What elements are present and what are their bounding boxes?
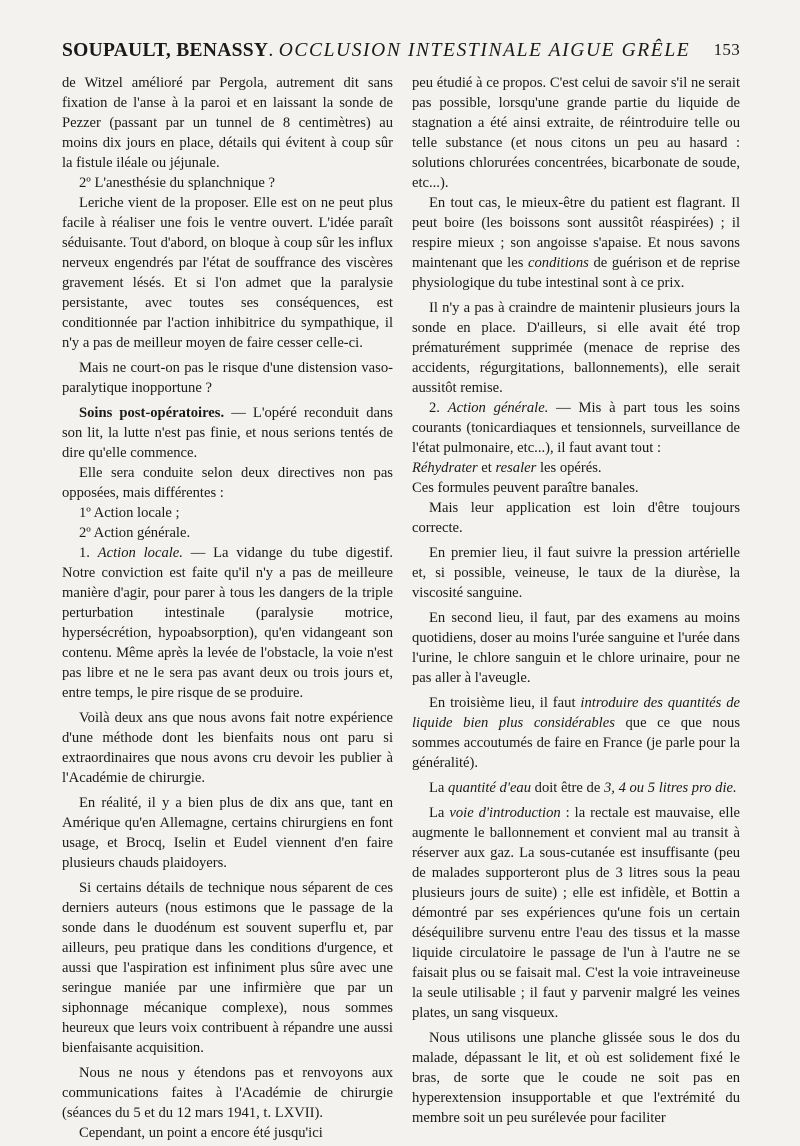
section-heading: Soins post-opératoires. xyxy=(79,405,225,421)
emphasis: quantité d'eau xyxy=(448,780,532,796)
subheading: Action générale. xyxy=(447,400,549,416)
paragraph xyxy=(412,398,740,458)
paragraph-text: et xyxy=(477,460,496,476)
paragraph: Elle sera conduite selon deux directives non pas opposées, mais différentes : xyxy=(62,465,393,501)
paragraph-text: les opérés. xyxy=(536,460,602,476)
paragraph: 2º Action générale. xyxy=(79,525,191,541)
list-number: 1. xyxy=(79,545,98,561)
paragraph: de Witzel amélioré par Pergola, autrement dit sans fixation de l'anse à la paroi et en laissant la sonde de Pezzer (passant par un tunnel de 8 centimètres) au moins dix jours en place, détails qui évitent à coup sûr la fistule iléale ou jéjunale. xyxy=(62,75,393,171)
paragraph: Nous ne nous y étendons pas et renvoyons aux communications faites à l'Académie de chirurgie (séances du 5 et du 12 mars 1941, t. LXVII). xyxy=(62,1065,393,1121)
paragraph: 1º Action locale ; xyxy=(79,505,180,521)
emphasis: conditions xyxy=(528,255,589,271)
header-authors: SOUPAULT, BENASSY xyxy=(62,40,269,61)
paragraph: Mais leur application est loin d'être toujours correcte. xyxy=(412,500,740,536)
paragraph: Si certains détails de technique nous séparent de ces derniers auteurs (nous estimons que le passage de la sonde dans le duodénum est souvent superflu et, par ailleurs, peu pratique dans les conditions d'urgence, et aussi que l'aspiration est infiniment plus sûre avec une seringue maniée par une infirmière que par un siphonnage mécanique complexe), nous sommes heureux que leurs voix contribuent à répandre une aussi bienfaisante acquisition. xyxy=(62,880,393,1056)
list-number: 2. xyxy=(429,400,448,416)
paragraph: 2º L'anesthésie du splanchnique ? xyxy=(79,175,276,191)
paragraph-text: La xyxy=(429,780,449,796)
paragraph: Cependant, un point a encore été jusqu'ici xyxy=(79,1125,323,1141)
paragraph xyxy=(412,693,740,773)
subheading: Action locale. xyxy=(97,545,183,561)
paragraph: Nous utilisons une planche glissée sous le dos du malade, dépassant le lit, et où est solidement fixé le bras, de sorte que le coude ne soit pas en hyperextension insupportable et que l'extrémité du membre soit un peu surélevée pour faciliter xyxy=(412,1030,740,1126)
paragraph xyxy=(62,543,393,703)
right-column xyxy=(412,73,740,1128)
emphasis: Réhydrater xyxy=(412,460,478,476)
paragraph-text: — Mis à part tous les soins courants (tonicardiaques et tensionnels, surveillance de l'état pulmonaire, etc...), il faut avant tout : xyxy=(412,400,740,456)
paragraph: Ces formules peuvent paraître banales. xyxy=(412,480,639,496)
paragraph xyxy=(412,803,740,1023)
emphasis: 3, 4 ou 5 litres pro die. xyxy=(603,780,737,796)
header-separator: . xyxy=(268,40,274,61)
paragraph xyxy=(412,458,740,478)
left-column xyxy=(62,73,393,1143)
page-number: 153 xyxy=(713,40,740,59)
paragraph-text: que ce que nous sommes accoutumés de faire en France (je parle pour la généralité). xyxy=(412,715,740,771)
paragraph-text: — L'opéré reconduit dans son lit, la lutte n'est pas finie, et nous serions tentés de dire qu'elle commence. xyxy=(62,405,393,461)
paragraph: Leriche vient de la proposer. Elle est on ne peut plus facile à réaliser une fois le ventre ouvert. L'idée paraît séduisante. Tout d'abord, on bloque à coup sûr les influx nerveux engendrés par l'état de souffrance des viscères gravement lésés. Et si l'on admet que la paralysie persistante, avec toutes ses conséquences, est conditionnée par l'action inhibitrice du sympathique, il n'y a pas de meilleur moyen de faire cesser celle-ci. xyxy=(62,195,393,351)
paragraph: En réalité, il y a bien plus de dix ans que, tant en Amérique qu'en Allemagne, certains chirurgiens en font usage, et Brocq, Iselin et Eudel viennent d'en faire plusieurs chauds plaidoyers. xyxy=(62,795,393,871)
paragraph-text: En troisième lieu, il faut xyxy=(429,695,581,711)
running-header xyxy=(62,40,740,70)
paragraph: Il n'y a pas à craindre de maintenir plusieurs jours la sonde en place. D'ailleurs, si elle avait été trop prématurément supprimée (menace de reprise des accidents, régurgitations, ballonnements), elle serait aussitôt remise. xyxy=(412,300,740,396)
paragraph: En premier lieu, il faut suivre la pression artérielle et, si possible, veineuse, le taux de la diurèse, la viscosité sanguine. xyxy=(412,545,740,601)
paragraph xyxy=(62,403,393,463)
paragraph: peu étudié à ce propos. C'est celui de savoir s'il ne serait pas possible, lorsqu'une grande partie du liquide de stagnation a été ainsi extraite, de réintroduire telle ou telle substance (et nous citons un peu au hasard : solutions chlorurées concentrées, bicarbonate de soude, etc...). xyxy=(412,75,740,191)
paragraph-text: : la rectale est mauvaise, elle augmente le ballonnement et convient mal au transit à réserver aux gaz. La sous-cutanée est insuffisante (peu de malades supporteront plus de 3 litres sous la peau plusieurs jours de suite) ; elle est infidèle, et Bottin a démontré par ses expériences qu'une fois un certain déséquilibre survenu entre l'eau des tissus et la masse liquide circulatoire le passage de l'un à l'autre ne se faisait plus ou se faisait mal. C'est la voie intraveineuse la seule utilisable ; il faut y parvenir malgré les veines plates, un sang visqueux. xyxy=(412,805,740,1021)
paragraph: Voilà deux ans que nous avons fait notre expérience d'une méthode dont les bienfaits nous ont paru si extraordinaires que nous avons cru devoir les publier à l'Académie de chirurgie. xyxy=(62,710,393,786)
paragraph: Mais ne court-on pas le risque d'une distension vaso-paralytique inopportune ? xyxy=(62,360,393,396)
paragraph-text: En tout cas, le mieux-être du patient est flagrant. Il peut boire (les boissons sont aussitôt réaspirées) ; il respire mieux ; son angoisse s'apaise. Et nous savons maintenant que les xyxy=(412,195,740,271)
paragraph-text: — La vidange du tube digestif. Notre conviction est faite qu'il n'y a pas de meilleure manière d'agir, pour parer à tous les dangers de la triple perturbation intestinale (paralysie motrice, hypersécrétion, hypoabsorption), qu'en vidangeant son contenu. Même après la levée de l'obstacle, la voie n'est pas libre et ne le sera pas avant deux ou trois jours et, entre temps, le pire risque de se produire. xyxy=(62,545,393,701)
emphasis: resaler xyxy=(495,460,537,476)
paragraph-text: de guérison et de reprise physiologique du tube intestinal sont à ce prix. xyxy=(412,255,740,291)
emphasis: voie d'introduction xyxy=(449,805,561,821)
paragraph-text: doit être de xyxy=(531,780,604,796)
header-title: OCCLUSION INTESTINALE AIGUE GRÊLE xyxy=(278,40,691,61)
paragraph xyxy=(412,778,740,798)
paragraph xyxy=(412,193,740,293)
paragraph-text: La xyxy=(429,805,450,821)
paragraph: En second lieu, il faut, par des examens au moins quotidiens, doser au moins l'urée sanguine et l'urée dans l'urine, le chlore sanguin et le chlore urinaire, pour ne pas aller à l'aveugle. xyxy=(412,610,740,686)
emphasis: introduire des quantités de liquide bien plus considérables xyxy=(412,695,740,731)
